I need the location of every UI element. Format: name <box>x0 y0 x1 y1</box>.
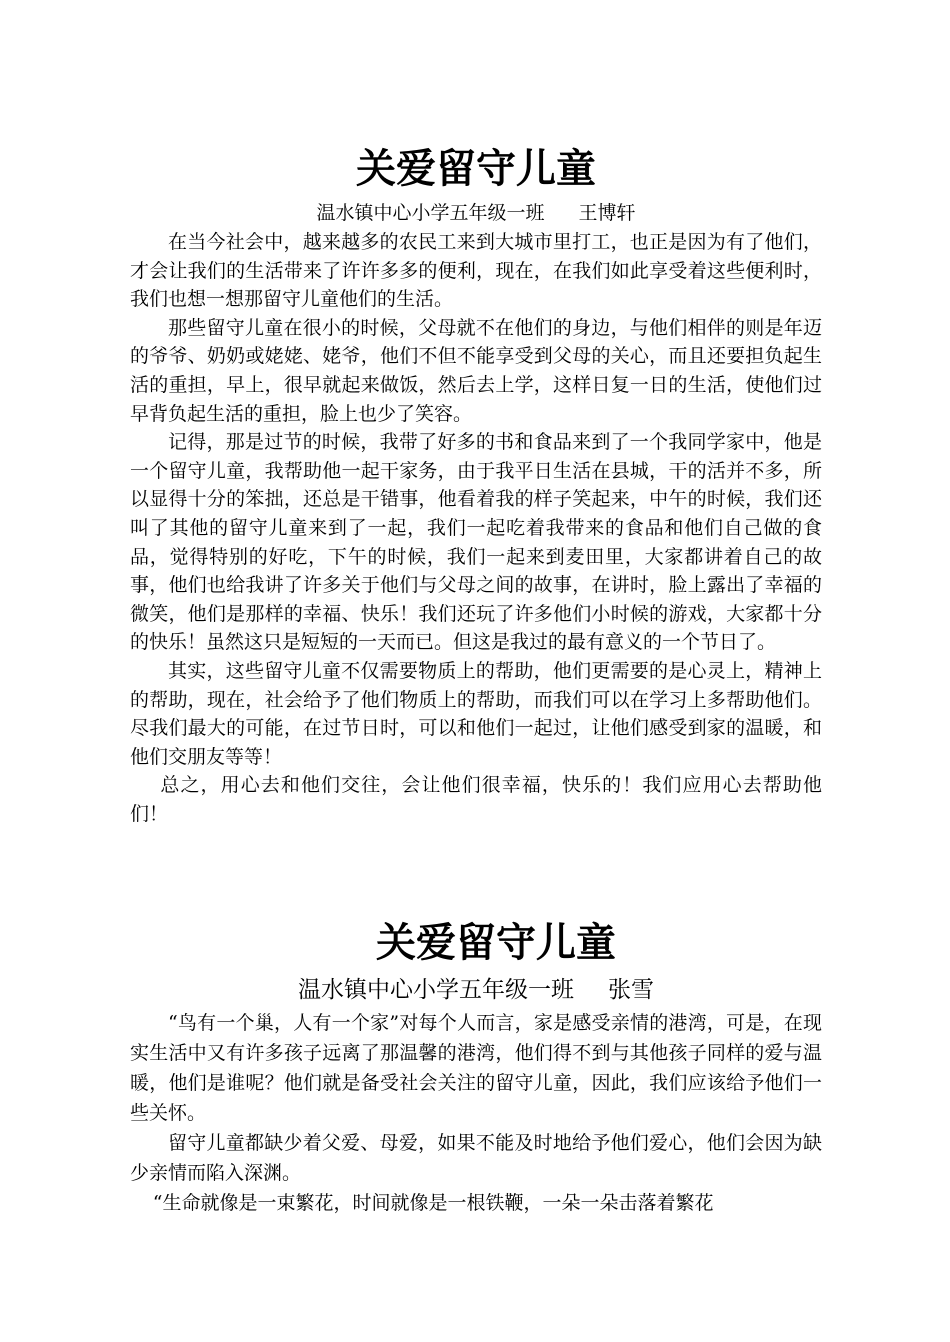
article-byline <box>130 972 822 1008</box>
author-name: 张雪 <box>608 977 654 1003</box>
paragraph: 记得，那是过节的时候，我带了好多的书和食品来到了一个我同学家中，他是一个留守儿童，我帮助他一起干家务，由于我平日生活在县城，干的活并不多，所以显得十分的笨拙，还总是干错事，他看着我的样子笑起来，中午的时候，我们还叫了其他的留守儿童来到了一起，我们一起吃着我带来的食品和他们自己做的食品，觉得特别的好吃，下午的时候，我们一起来到麦田里，大家都讲着自己的故事，他们也给我讲了许多关于他们与父母之间的故事，在讲时，脸上露出了幸福的微笑，他们是那样的幸福、快乐！我们还玩了许多他们小时候的游戏，大家都十分的快乐！虽然这只是短短的一天而已。但这是我过的最有意义的一个节日了。 <box>130 431 822 654</box>
school-name: 温水镇中心小学五年级一班 <box>298 977 574 1003</box>
paragraph: 在当今社会中，越来越多的农民工来到大城市里打工，也正是因为有了他们，才会让我们的生活带来了许许多多的便利，现在，在我们如此享受着这些便利时，我们也想一想那留守儿童他们的生活。 <box>130 231 822 311</box>
article-byline <box>130 198 822 228</box>
school-name: 温水镇中心小学五年级一班 <box>316 202 545 224</box>
paragraph: “鸟有一个巢，人有一个家”对每个人而言，家是感受亲情的港湾，可是，在现实生活中又有许多孩子远离了那温馨的港湾，他们得不到与其他孩子同样的爱与温暖，他们是谁呢？他们就是备受社会关注的留守儿童，因此，我们应该给予他们一些关怀。 <box>130 1012 822 1124</box>
article-1 <box>130 140 822 828</box>
paragraph: 其实，这些留守儿童不仅需要物质上的帮助，他们更需要的是心灵上，精神上的帮助，现在，社会给予了他们物质上的帮助，而我们可以在学习上多帮助他们。尽我们最大的可能，在过节日时，可以和他们一起过，让他们感受到家的温暖，和他们交朋友等等！ <box>130 659 822 768</box>
article-title: 关爱留守儿童 <box>356 146 596 192</box>
paragraph: “生命就像是一束繁花，时间就像是一根铁鞭，一朵一朵击落着繁花 <box>152 1192 714 1214</box>
paragraph: 留守儿童都缺少着父爱、母爱，如果不能及时地给予他们爱心，他们会因为缺少亲情而陷入深渊。 <box>130 1132 822 1184</box>
paragraph: 总之，用心去和他们交往，会让他们很幸福，快乐的！我们应用心去帮助他们！ <box>130 774 822 825</box>
author-name: 王博轩 <box>578 202 636 224</box>
article-title: 关爱留守儿童 <box>376 920 616 966</box>
article-2 <box>130 914 822 1218</box>
paragraph: 那些留守儿童在很小的时候，父母就不在他们的身边，与他们相伴的则是年迈的爷爷、奶奶或姥姥、姥爷，他们不但不能享受到父母的关心，而且还要担负起生活的重担，早上，很早就起来做饭，然后去上学，这样日复一日的生活，使他们过早背负起生活的重担，脸上也少了笑容。 <box>130 316 822 425</box>
